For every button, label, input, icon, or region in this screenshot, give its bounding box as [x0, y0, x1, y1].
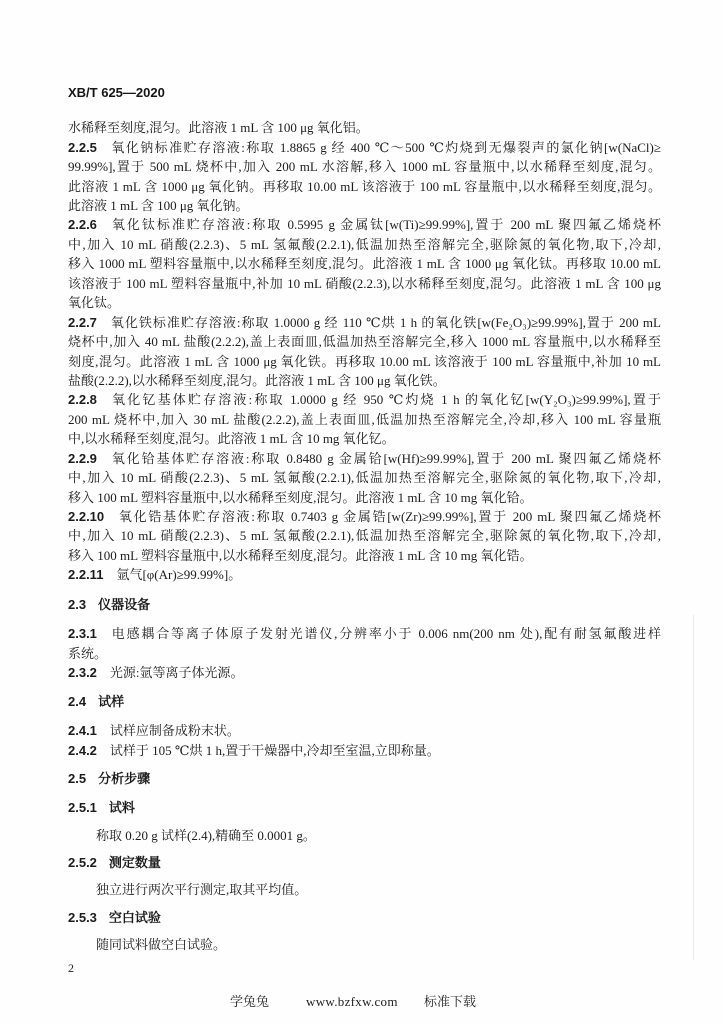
clause-2-2-9-number: 2.2.9 — [68, 450, 97, 466]
section-2-5-1-title: 试料 — [108, 800, 135, 816]
section-2-3-heading — [68, 595, 661, 614]
clause-2-2-6-line-3: 移入 1000 mL 塑料容量瓶中,以水稀释至刻度,混匀。此溶液 1 mL 含 1000 μg 氧化钛。再移取 10.00 mL — [68, 256, 661, 272]
section-2-5-3-heading-block — [68, 908, 661, 927]
section-2-3-title: 仪器设备 — [98, 597, 151, 613]
section-2-5-2-text: 独立进行两次平行测定,取其平均值。 — [96, 882, 308, 898]
clause-2-2-10 — [68, 507, 661, 565]
section-2-5-3-body — [68, 935, 661, 954]
continuation-line: 水稀释至刻度,混匀。此溶液 1 mL 含 100 μg 氧化铝。 — [68, 120, 369, 136]
clause-2-2-9-line-3: 移入 100 mL 塑料容量瓶中,以水稀释至刻度,混匀。此溶液 1 mL 含 10 mg 氧化铪。 — [68, 489, 533, 505]
clause-2-2-10-number: 2.2.10 — [68, 509, 105, 525]
clause-2-4-1-text: 试样应制备成粉末状。 — [109, 723, 240, 739]
footer-url: www.bzfxw.com — [306, 994, 398, 1009]
clause-2-2-7-line-1 — [68, 313, 661, 332]
section-2-4-heading — [68, 692, 661, 711]
clause-2-2-6 — [68, 215, 661, 312]
clause-2-2-8-number: 2.2.8 — [68, 392, 97, 408]
section-2-4-title: 试样 — [98, 694, 125, 710]
clause-2-3-1-line-2: 系统。 — [68, 645, 108, 661]
footer-brand: 学兔兔 — [230, 994, 270, 1009]
section-2-5-2-heading — [68, 853, 661, 872]
clause-2-2-11-number: 2.2.11 — [68, 567, 104, 583]
clause-2-3-2-number: 2.3.2 — [68, 665, 97, 681]
clause-2-2-8-line-2: 200 mL 烧杯中,加入 30 mL 盐酸(2.2.2),盖上表面皿,低温加热至溶解完全,冷却,移入 100 mL 容量瓶 — [68, 411, 661, 427]
section-2-5-1-number: 2.5.1 — [68, 800, 97, 816]
scan-artifact-line — [693, 615, 694, 960]
clause-2-2-7-line-2: 烧杯中,加入 40 mL 盐酸(2.2.2),盖上表面皿,低温加热至溶解完全,移入 1000 mL 容量瓶中,以水稀释至 — [68, 334, 661, 350]
clause-2-2-8-line-3: 中,以水稀释至刻度,混匀。此溶液 1 mL 含 10 mg 氧化钇。 — [68, 431, 395, 447]
section-2-5-1-body — [68, 826, 661, 845]
section-2-5-3-title: 空白试验 — [108, 910, 161, 926]
footer-label: 标准下载 — [424, 994, 477, 1009]
clause-2-2-9 — [68, 449, 661, 507]
clause-2-3-1-text: 电感耦合等离子体原子发射光谱仪,分辨率小于 0.006 nm(200 nm 处),配有耐氢氟酸进样 — [109, 626, 661, 642]
section-2-5-3-heading — [68, 908, 661, 927]
clause-2-2-7 — [68, 313, 661, 391]
section-2-5-3-text: 随同试料做空白试验。 — [96, 937, 227, 953]
clause-2-3-1-line-1 — [68, 624, 661, 643]
clause-2-4-2-line-1 — [68, 741, 661, 760]
clause-2-2-8 — [68, 390, 661, 448]
clause-2-2-11 — [68, 565, 661, 584]
clause-2-4-1-number: 2.4.1 — [68, 723, 97, 739]
clause-2-2-5-line-3: 此溶液 1 mL 含 1000 μg 氧化钠。再移取 10.00 mL 该溶液于 100 mL 容量瓶中,以水稀释至刻度,混匀。 — [68, 178, 661, 194]
clause-2-2-7-line-4: 盐酸(2.2.2),以水稀释至刻度,混匀。此溶液 1 mL 含 100 μg 氧化铁。 — [68, 372, 446, 388]
clause-2-2-9-line-1 — [68, 449, 661, 468]
clause-2-4-1-line-1 — [68, 721, 661, 740]
section-2-5-2-body — [68, 880, 661, 899]
clause-2-4-2-number: 2.4.2 — [68, 742, 97, 758]
section-2-5-3-number: 2.5.3 — [68, 910, 97, 926]
section-2-5-title: 分析步骤 — [98, 771, 151, 787]
clause-2-2-6-line-4: 该溶液于 100 mL 塑料容量瓶中,补加 10 mL 硝酸(2.2.3),以水稀释至刻度,混匀。此溶液 1 mL 含 100 μg — [68, 275, 661, 291]
section-2-4-number: 2.4 — [68, 694, 87, 710]
section-2-5-1-text: 称取 0.20 g 试样(2.4),精确至 0.0001 g。 — [96, 828, 316, 844]
clause-2-2-7-line-3: 刻度,混匀。此溶液 1 mL 含 1000 μg 氧化铁。再移取 10.00 mL 该溶液于 100 mL 容量瓶中,补加 10 mL — [68, 353, 661, 369]
clause-2-2-5 — [68, 138, 661, 216]
clause-2-2-9-text: 氧化铪基体贮存溶液:称取 0.8480 g 金属铪[w(Hf)≥99.99%],置于 200 mL 聚四氟乙烯烧杯 — [109, 450, 661, 466]
clause-2-2-5-line-2: 99.99%],置于 500 mL 烧杯中,加入 200 mL 水溶解,移入 1000 mL 容量瓶中,以水稀释至刻度,混匀。 — [68, 159, 661, 175]
section-2-5-number: 2.5 — [68, 771, 87, 787]
clause-2-2-8-text: 氧化钇基体贮存溶液:称取 1.0000 g 经 950 ℃灼烧 1 h 的氧化钇[w(Y₂O₃)≥99.99%],置于 — [109, 392, 661, 408]
clause-2-2-6-line-1 — [68, 215, 661, 234]
section-2-4-items — [68, 721, 661, 760]
section-2-5-2-title: 测定数量 — [108, 855, 161, 871]
clause-2-2-10-line-2: 中,加入 10 mL 硝酸(2.2.3)、5 mL 氢氟酸(2.2.1),低温加热至溶解完全,驱除氮的氧化物,取下,冷却, — [68, 528, 661, 544]
clause-2-2-9-line-2: 中,加入 10 mL 硝酸(2.2.3)、5 mL 氢氟酸(2.2.1),低温加热至溶解完全,驱除氮的氧化物,取下,冷却, — [68, 470, 661, 486]
clause-2-3-2-line-1 — [68, 663, 661, 682]
section-2-5-heading-block — [68, 769, 661, 788]
clause-2-2-11-text: 氩气[φ(Ar)≥99.99%]。 — [116, 567, 242, 583]
clause-2-2-5-line-1 — [68, 138, 661, 157]
section-2-3-number: 2.3 — [68, 597, 87, 613]
clause-2-2-6-number: 2.2.6 — [68, 217, 97, 233]
clause-2-2-8-line-1 — [68, 390, 661, 409]
section-2-3-items — [68, 624, 661, 682]
standard-code-header: XB/T 625—2020 — [68, 85, 165, 100]
clause-2-4-2-text: 试样于 105 ℃烘 1 h,置于干燥器中,冷却至室温,立即称量。 — [109, 742, 440, 758]
clause-2-2-6-text: 氧化钛标准贮存溶液:称取 0.5995 g 金属钛[w(Ti)≥99.99%],置于 200 mL 聚四氟乙烯烧杯 — [109, 217, 661, 233]
section-2-5-2-number: 2.5.2 — [68, 855, 97, 871]
clause-2-2-10-text: 氧化锆基体贮存溶液:称取 0.7403 g 金属锆[w(Zr)≥99.99%],置于 200 mL 聚四氟乙烯烧杯 — [117, 509, 661, 525]
clause-2-2-10-line-3: 移入 100 mL 塑料容量瓶中,以水稀释至刻度,混匀。此溶液 1 mL 含 10 mg 氧化锆。 — [68, 547, 533, 563]
section-2-5-2-heading-block — [68, 853, 661, 872]
section-2-3-heading-block — [68, 595, 661, 614]
section-2-5-1-heading — [68, 798, 661, 817]
clause-2-2-5-line-4: 此溶液 1 mL 含 100 μg 氧化钠。 — [68, 198, 249, 214]
section-2-5-heading — [68, 769, 661, 788]
section-2-4-heading-block — [68, 692, 661, 711]
clause-2-2-7-text: 氧化铁标准贮存溶液:称取 1.0000 g 经 110 ℃烘 1 h 的氧化铁[w(Fe₂O₃)≥99.99%],置于 200 mL — [109, 314, 661, 330]
reagents-section — [68, 118, 661, 585]
section-2-5-1-heading-block — [68, 798, 661, 817]
clause-2-3-2-text: 光源:氩等离子体光源。 — [109, 665, 244, 681]
clause-2-2-5-number: 2.2.5 — [68, 139, 97, 155]
clause-2-2-6-line-2: 中,加入 10 mL 硝酸(2.2.3)、5 mL 氢氟酸(2.2.1),低温加热至溶解完全,驱除氮的氧化物,取下,冷却, — [68, 236, 661, 252]
clause-2-3-1-number: 2.3.1 — [68, 626, 97, 642]
clause-2-2-5-text: 氧化钠标准贮存溶液:称取 1.8865 g 经 400 ℃～500 ℃灼烧到无爆裂声的氯化钠[w(NaCl)≥ — [109, 139, 661, 155]
clause-2-2-10-line-1 — [68, 507, 661, 526]
clause-2-2-11-line-1 — [68, 565, 661, 584]
clause-2-2-6-line-5: 氧化钛。 — [68, 295, 121, 311]
footer-watermark — [0, 994, 724, 1010]
page-number: 2 — [68, 961, 74, 975]
clause-2-2-7-number: 2.2.7 — [68, 314, 97, 330]
